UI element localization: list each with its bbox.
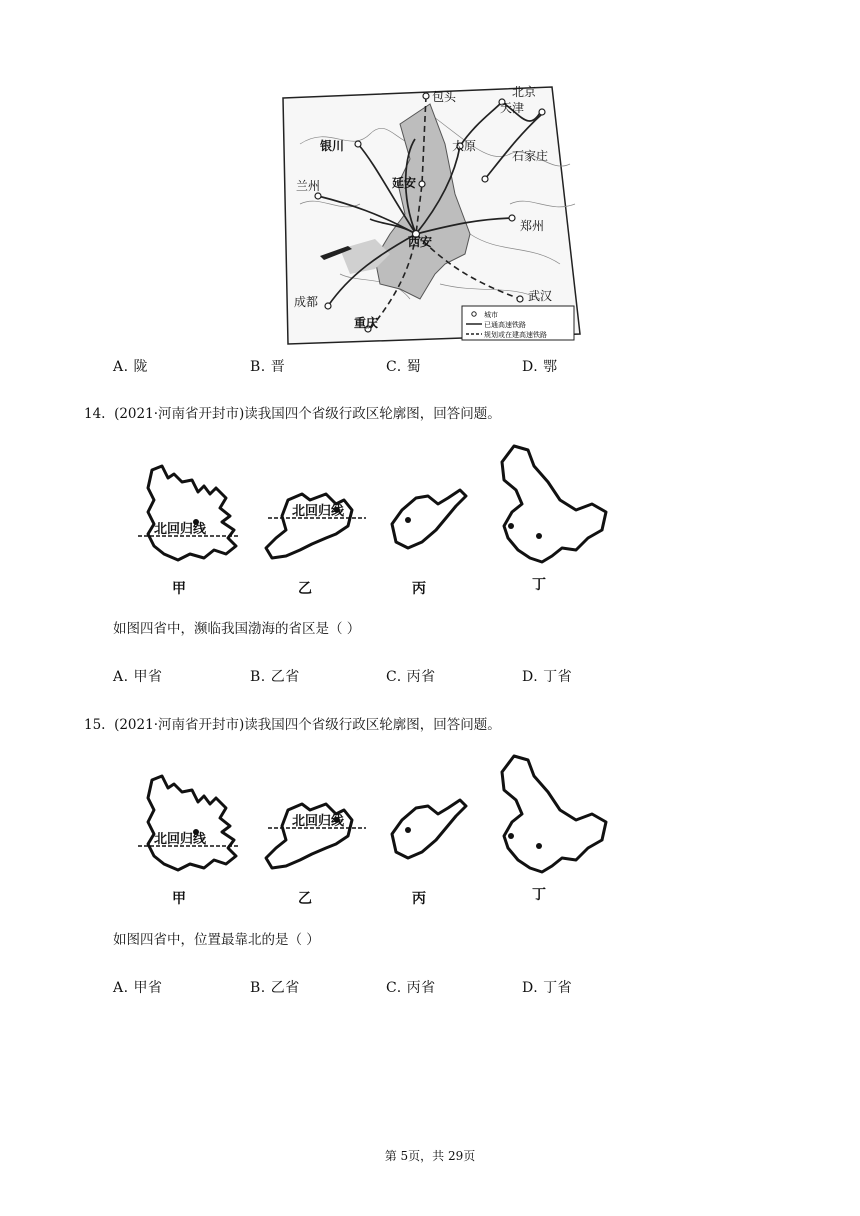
figure-label-yi: 乙 <box>298 891 312 907</box>
city-label: 天津 <box>500 101 525 115</box>
option-a[interactable]: A. 甲省 <box>113 980 163 996</box>
legend-planned: 规划或在建高速铁路 <box>484 331 547 339</box>
figure-label-ding: 丁 <box>532 887 546 903</box>
page-footer: 第 5页，共 29页 <box>384 1149 476 1163</box>
figure-label-bing: 丙 <box>412 891 426 907</box>
tropic-label: 北回归线 <box>154 522 207 537</box>
province-jia-outline <box>148 776 236 870</box>
province-ding-outline <box>502 446 606 562</box>
question-14-header <box>84 402 501 422</box>
city-label: 太原 <box>452 139 477 153</box>
city-label: 包头 <box>432 90 457 104</box>
province-bing-outline <box>392 800 466 858</box>
option-c[interactable]: C. 丙省 <box>386 669 436 685</box>
question-number: 15. <box>84 717 106 733</box>
city-label: 银川 <box>320 139 345 153</box>
city-label: 成都 <box>294 295 319 309</box>
province-jia-outline <box>148 466 236 560</box>
city-label: 石家庄 <box>512 149 549 163</box>
city-label: 北京 <box>512 85 537 99</box>
city-label: 延安 <box>392 176 417 190</box>
province-outlines-figure-14 <box>130 438 630 598</box>
city-label: 西安 <box>408 235 433 249</box>
question-source: (2021·河南省开封市)读我国四个省级行政区轮廓图，回答问题。 <box>114 406 501 422</box>
question-15-stem: 如图四省中，位置最靠北的是（ ） <box>113 932 320 948</box>
question-number: 14. <box>84 406 106 422</box>
option-d[interactable]: D. 丁省 <box>522 669 573 685</box>
figure-label-yi: 乙 <box>298 581 312 597</box>
option-a[interactable]: A. 甲省 <box>113 669 163 685</box>
tropic-label: 北回归线 <box>292 814 345 829</box>
province-bing-outline <box>392 490 466 548</box>
option-c[interactable]: C. 蜀 <box>386 359 422 375</box>
railway-map-figure <box>280 84 584 348</box>
figure-label-bing: 丙 <box>412 581 426 597</box>
question-source: (2021·河南省开封市)读我国四个省级行政区轮廓图，回答问题。 <box>114 717 501 733</box>
city-label: 重庆 <box>354 316 379 330</box>
option-b[interactable]: B. 乙省 <box>250 980 300 996</box>
province-outlines-figure-15 <box>130 748 630 908</box>
city-label: 兰州 <box>296 179 321 193</box>
legend-city: 城市 <box>484 311 498 319</box>
figure-label-ding: 丁 <box>532 577 546 593</box>
question-15-header <box>84 713 501 733</box>
legend-existing: 已通高速铁路 <box>484 321 526 329</box>
tropic-label: 北回归线 <box>154 832 207 847</box>
province-ding-outline <box>502 756 606 872</box>
city-label: 武汉 <box>528 289 553 303</box>
option-c[interactable]: C. 丙省 <box>386 980 436 996</box>
figure-label-jia: 甲 <box>172 891 186 907</box>
figure-label-jia: 甲 <box>172 581 186 597</box>
option-b[interactable]: B. 乙省 <box>250 669 300 685</box>
tropic-label: 北回归线 <box>292 504 345 519</box>
option-a[interactable]: A. 陇 <box>113 359 149 375</box>
option-b[interactable]: B. 晋 <box>250 359 286 375</box>
option-d[interactable]: D. 鄂 <box>522 359 558 375</box>
option-d[interactable]: D. 丁省 <box>522 980 573 996</box>
city-label: 郑州 <box>520 219 545 233</box>
question-14-stem: 如图四省中，濒临我国渤海的省区是（ ） <box>113 621 361 637</box>
